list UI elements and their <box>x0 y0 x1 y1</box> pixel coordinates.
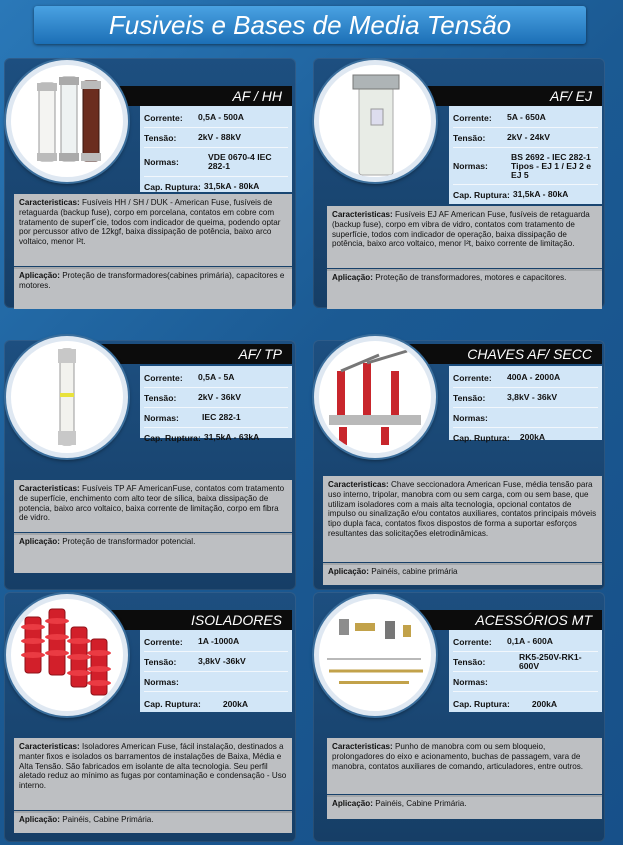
spec-row-tensao: Tensão: 3,8kV - 36kV <box>453 388 598 408</box>
accessories-illustration <box>319 599 431 711</box>
spec-row-corrente: Corrente: 1A -1000A <box>144 632 288 652</box>
spec-row-normas: Normas: <box>453 672 598 692</box>
specs-table <box>140 366 292 443</box>
spec-row-normas: Normas: IEC 282-1 <box>144 408 288 428</box>
spec-row-tensao: Tensão: 2kV - 24kV <box>453 128 598 148</box>
description: Caracteristicas: Fusíveis TP AF AmericanFuse, contatos com tratamento de superfície, enchimento com alto teor de sílica, baixa dissipação de potencia, baixo arco voltaico, baixa corrente de limitação, corpo em fibra de vidro. <box>14 480 292 532</box>
specs-table <box>449 630 602 712</box>
application: Aplicação: Proteção de transformador potencial. <box>14 533 292 573</box>
spec-row-tensao: Tensão: 2kV - 88kV <box>144 128 288 148</box>
spec-row-corrente: Corrente: 400A - 2000A <box>453 368 598 388</box>
description: Caracteristicas: Fusíveis EJ AF American Fuse, fusíveis de retaguarda (backup fuse), corpo em vibra de vidro, contatos com tratamento de superfície, todos com indicador de operação, baixa dissipação de potência, baixo arco voltaico, menor I²t, baixo corrente de limitação. <box>327 206 602 268</box>
spec-row-normas: Normas: <box>453 408 598 428</box>
spec-row-tensao: Tensão: 3,8kV -36kV <box>144 652 288 672</box>
product-title: AF/ EJ <box>392 86 602 106</box>
spec-row-corrente: Corrente: 0,5A - 500A <box>144 108 288 128</box>
spec-row-cap: Cap. Ruptura: 31,5kA - 63kA <box>144 432 260 443</box>
product-image-acessorios <box>314 594 436 716</box>
spec-row-tensao: Tensão: 2kV - 36kV <box>144 388 288 408</box>
title-bar <box>34 6 586 44</box>
product-title: ACESSÓRIOS MT <box>392 610 602 630</box>
spec-row-corrente: Corrente: 0,5A - 5A <box>144 368 288 388</box>
product-title: AF/ TP <box>84 344 292 364</box>
product-title: ISOLADORES <box>84 610 292 630</box>
description: Caracteristicas: Isoladores American Fuse, fácil instalação, destinados a manter fixos e isolados os barramentos de instalações de Baixa, Média e Alta Tensão. São fabricados em isolante de alta tecnologia. Seu perfil aletado reduz ao mínimo as fugas por contaminação e condensação - Uso interno. <box>14 738 292 810</box>
product-image-chaves <box>314 336 436 458</box>
spec-row-tensao: Tensão: RK5-250V-RK1-600V <box>453 652 598 672</box>
fuse-tp-illustration <box>11 341 123 453</box>
description: Caracteristicas: Chave seccionadora American Fuse, média tensão para uso interno, tripolar, manobra com ou sem carga, com ou sem base, que utilizam isoladores com a mais alta tecnologia, opcional contatos de impulso ou sinalização e/ou contatos auxiliares, contatos principais móveis tipo dupla faca, contatos fixos dispostos de forma a suportar esforços resultantes das solicitações eletrodinâmicas. <box>323 476 602 562</box>
spec-row-cap: Cap. Ruptura: 200kA <box>453 698 558 709</box>
application: Aplicação: Painéis, cabine primária <box>323 563 602 585</box>
spec-row-normas: Normas: VDE 0670-4 IEC 282-1 <box>144 148 288 177</box>
specs-table <box>449 106 602 204</box>
description: Caracteristicas: Fusíveis HH / SH / DUK - American Fuse, fusíveis de retaguarda (backup fuse), corpo em porcelana, contatos em cobre com tratamento de superf´cie, todos com indicador de queima, podendo optar por percussor ativo de 12kgf, baixa dissipação de potência, baixo arco voltaico, menor I²t. <box>14 194 292 266</box>
application: Aplicação: Proteção de transformadores(cabines primária), capacitores e motores. <box>14 267 292 309</box>
product-image-af-tp <box>6 336 128 458</box>
fuses-hh-illustration <box>11 65 123 177</box>
spec-row-normas: Normas: <box>144 672 288 692</box>
product-image-af-hh <box>6 60 128 182</box>
application: Aplicação: Painéis, Cabine Primária. <box>327 795 602 819</box>
application: Aplicação: Proteção de transformadores, motores e capacitores. <box>327 269 602 309</box>
switch-illustration <box>319 341 431 453</box>
description: Caracteristicas: Punho de manobra com ou sem bloqueio, prolongadores do eixo e acionamento, buchas de passagem, vara de manobra, contatos auxiliares de comando, articuladores, entre outros. <box>327 738 602 794</box>
spec-row-corrente: Corrente: 0,1A - 600A <box>453 632 598 652</box>
product-title: CHAVES AF/ SECC <box>392 344 602 364</box>
fuse-ej-illustration <box>319 65 431 177</box>
spec-row-cap: Cap. Ruptura: 31,5kA - 80kA <box>453 189 569 200</box>
product-title: AF / HH <box>84 86 292 106</box>
specs-table <box>140 630 292 712</box>
page-title: Fusiveis e Bases de Media Tensão <box>108 10 512 40</box>
spec-row-normas: Normas: BS 2692 - IEC 282-1 Tipos - EJ 1 / EJ 2 e EJ 5 <box>453 148 598 185</box>
product-image-af-ej <box>314 60 436 182</box>
product-image-isoladores <box>6 594 128 716</box>
application: Aplicação: Painéis, Cabine Primária. <box>14 811 292 833</box>
spec-row-cap: Cap. Ruptura: 200kA <box>144 698 249 709</box>
spec-row-cap: Cap. Ruptura: 200kA <box>453 432 546 443</box>
spec-row-cap: Cap. Ruptura: 31,5kA - 80kA <box>144 181 260 192</box>
specs-table <box>449 366 602 443</box>
insulators-illustration <box>11 599 123 711</box>
specs-table <box>140 106 292 192</box>
spec-row-corrente: Corrente: 5A - 650A <box>453 108 598 128</box>
